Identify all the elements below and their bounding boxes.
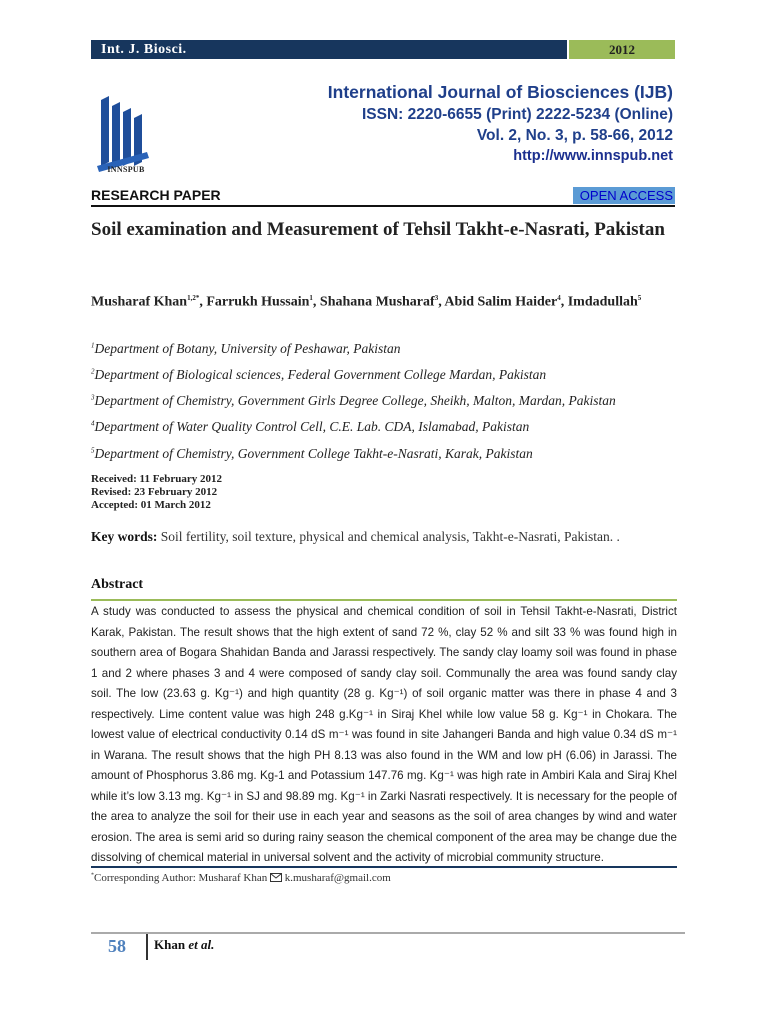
author-name: Shahana Musharaf bbox=[319, 294, 435, 310]
affiliation bbox=[91, 341, 691, 357]
affiliation bbox=[91, 367, 691, 383]
journal-title: International Journal of Biosciences (IJB) bbox=[327, 82, 673, 102]
author-affiliation-mark: 5 bbox=[637, 294, 642, 302]
header-year: 2012 bbox=[569, 40, 675, 59]
affiliation-number: 2 bbox=[91, 367, 95, 376]
journal-url-link[interactable]: http://www.innspub.net bbox=[513, 148, 673, 164]
divider bbox=[91, 599, 677, 601]
footer-author-etal: et al. bbox=[188, 937, 215, 952]
journal-issn: ISSN: 2220-6655 (Print) 2222-5234 (Online) bbox=[362, 106, 673, 123]
keywords bbox=[91, 526, 675, 548]
journal-volume: Vol. 2, No. 3, p. 58-66, 2012 bbox=[476, 127, 673, 144]
footer-author-surname: Khan bbox=[154, 937, 186, 952]
corresponding-author bbox=[91, 872, 391, 884]
paper-type-label: RESEARCH PAPER bbox=[91, 187, 221, 203]
author-affiliation-mark: 3 bbox=[434, 294, 439, 302]
affiliation-text: Department of Biological sciences, Federal Government College Mardan, Pakistan bbox=[94, 367, 547, 382]
author-affiliation-mark: 1 bbox=[309, 294, 313, 302]
affiliation-text: Department of Chemistry, Government College Takht-e-Nasrati, Karak, Pakistan bbox=[94, 446, 533, 461]
footer-author bbox=[154, 937, 214, 953]
divider bbox=[91, 866, 677, 868]
abstract-text: A study was conducted to assess the physical and chemical condition of soil in Tehsil Takht-e-Nasrati, District Karak, Pakistan. The result shows that the high extent of sand 72 %, clay 52 % and silt 33 % was found high in southern area of Bogara Shahidan Banda and Jarassi respectively. The sandy clay loamy soil was found in phase 1 and 2 where phases 3 and 4 were composed of sandy clay soil. Communally the area was found sandy clay soil. The low (23.63 g. Kg⁻¹) and high quantity (28 g. Kg⁻¹) of soil organic matter was there in phase 4 and 3 respectively. Lime content value was high 248 g.Kg⁻¹ in Siraj Khel while low value 58 g. Kg⁻¹ in Chokara. The lowest value of electrical conductivity 0.14 dS m⁻¹ was found in site Jahangeri Banda and high value 0.34 dS m⁻¹ in Warana. The result shows that the high PH 8.13 was also found in the WM and low pH (6.06) in Jarassi. The amount of Phosphorus 3.86 mg. Kg-1 and Potassium 147.76 mg. Kg⁻¹ was high rate in Ambiri Kala and Siraj Khel while it’s low 3.13 mg. Kg⁻¹ in SJ and 98.89 mg. Kg⁻¹ in Zarki Nasrati respectively. It is necessary for the people of the area to analyze the soil for their use in each year and seasons as the soil of area changes by wind and water erosion. The area is semi arid so during rainy season the chemical component of the area may be change due the dissolving of chemical material in universal solvent and the activity of microbial community structure. bbox=[91, 605, 677, 864]
author-affiliation-mark: 1,2* bbox=[187, 294, 200, 302]
corresponding-email-link[interactable]: k.musharaf@gmail.com bbox=[284, 872, 391, 884]
author-name: Farrukh Hussain bbox=[206, 294, 310, 310]
author-name: Abid Salim Haider bbox=[444, 294, 558, 310]
keywords-label: Key words: bbox=[91, 529, 158, 544]
corresponding-mark: * bbox=[91, 872, 94, 879]
divider bbox=[91, 205, 675, 207]
page-number: 58 bbox=[108, 936, 126, 956]
received-date: Received: 11 February 2012 bbox=[91, 473, 223, 485]
affiliation bbox=[91, 419, 691, 435]
divider bbox=[146, 934, 148, 960]
keywords-text: Soil fertility, soil texture, physical and chemical analysis, Takht-e-Nasrati, Pakistan. . bbox=[160, 529, 620, 544]
logo-text: INNSPUB bbox=[107, 165, 145, 174]
affiliation-text: Department of Chemistry, Government Girls Degree College, Sheikh, Malton, Mardan, Pakistan bbox=[94, 393, 616, 408]
affiliation-number: 5 bbox=[91, 446, 95, 455]
affiliation-text: Department of Water Quality Control Cell, C.E. Lab. CDA, Islamabad, Pakistan bbox=[94, 419, 530, 434]
envelope-icon bbox=[270, 873, 282, 882]
revised-date: Revised: 23 February 2012 bbox=[91, 486, 218, 498]
affiliation-number: 3 bbox=[91, 393, 95, 402]
author-name: Imdadullah bbox=[567, 294, 638, 310]
open-access-badge: OPEN ACCESS bbox=[573, 187, 675, 204]
journal-short-title: Int. J. Biosci. bbox=[91, 40, 567, 59]
affiliation-text: Department of Botany, University of Peshawar, Pakistan bbox=[94, 341, 401, 356]
author-name: Musharaf Khan bbox=[91, 294, 188, 310]
accepted-date: Accepted: 01 March 2012 bbox=[91, 499, 211, 511]
affiliation-number: 4 bbox=[91, 419, 95, 428]
author-list: Musharaf Khan$^{1,2*}$, Farrukh Hussain$^1$, Shahana Musharaf$^3$, Abid Salim Haider$^4$, Imdadullah$^5$ bbox=[91, 294, 642, 310]
divider bbox=[91, 932, 685, 934]
corresponding-label: Corresponding Author: Musharaf Khan bbox=[94, 872, 268, 884]
affiliation bbox=[91, 393, 691, 409]
abstract-heading: Abstract bbox=[91, 577, 144, 592]
author-affiliation-mark: 4 bbox=[557, 294, 561, 302]
paper-title: Soil examination and Measurement of Tehsil Takht-e-Nasrati, Pakistan bbox=[91, 219, 665, 240]
innspub-logo-icon bbox=[95, 92, 155, 174]
affiliation bbox=[91, 446, 691, 462]
affiliation-number: 1 bbox=[91, 341, 95, 350]
